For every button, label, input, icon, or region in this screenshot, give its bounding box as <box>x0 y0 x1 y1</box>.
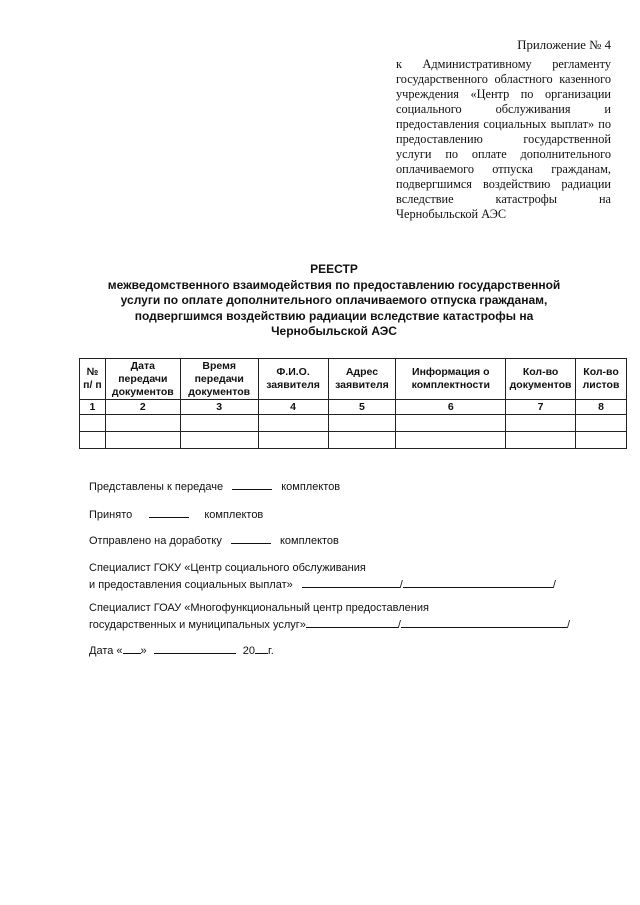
submitted-line <box>89 477 340 494</box>
date-label: Дата « <box>89 645 123 657</box>
date-quote-close: » <box>140 645 147 657</box>
accepted-suffix: комплектов <box>204 509 264 521</box>
specialist2-signature-field[interactable] <box>306 615 398 628</box>
number-cell: 5 <box>328 400 396 415</box>
header-cell-doc-count: Кол-во документов <box>506 359 576 400</box>
title-line-1: РЕЕСТР <box>310 262 358 276</box>
date-month-field[interactable] <box>154 641 236 654</box>
specialist1-org: и предоставления социальных выплат» <box>89 579 293 591</box>
specialist2-org: государственных и муниципальных услуг» <box>89 619 306 631</box>
number-cell: 6 <box>396 400 506 415</box>
table-cell[interactable] <box>258 415 328 432</box>
number-cell: 4 <box>258 400 328 415</box>
accepted-line <box>89 505 263 522</box>
header-cell-name: Ф.И.О. заявителя <box>258 359 328 400</box>
title-line-4: подвергшимся воздействию радиации вследствие катастрофы на <box>134 308 534 323</box>
specialist1-title: Специалист ГОКУ «Центр социального обслуживания <box>89 562 366 574</box>
returned-suffix: комплектов <box>279 535 339 547</box>
header-cell-sheet-count: Кол-во листов <box>576 359 627 400</box>
returned-count-field[interactable] <box>231 531 271 544</box>
specialist1-name-field[interactable] <box>403 575 553 588</box>
table-cell[interactable] <box>506 415 576 432</box>
table-cell[interactable] <box>576 432 627 449</box>
table-cell[interactable] <box>180 432 258 449</box>
date-year-suffix: г. <box>268 645 274 657</box>
submitted-suffix: комплектов <box>281 481 341 493</box>
specialist1-block: Специалист ГОКУ «Центр социального обслуживания и предоставления социальных выплат» / / <box>89 562 556 591</box>
title-line-3: услуги по оплате дополнительного оплачиваемого отпуска гражданам, <box>120 293 548 307</box>
appendix-block <box>396 38 611 222</box>
date-year-field[interactable] <box>255 641 268 654</box>
number-cell: 3 <box>180 400 258 415</box>
table-cell[interactable] <box>105 415 180 432</box>
specialist1-signature-field[interactable] <box>302 575 400 588</box>
number-cell: 8 <box>576 400 627 415</box>
specialist2-name-field[interactable] <box>401 615 567 628</box>
table-cell[interactable] <box>506 432 576 449</box>
header-cell-date: Дата передачи документов <box>105 359 180 400</box>
registry-table <box>79 358 627 449</box>
accepted-label: Принято <box>89 509 133 521</box>
table-number-row <box>80 400 627 415</box>
returned-line <box>89 531 339 548</box>
table-cell[interactable] <box>180 415 258 432</box>
date-year-prefix: 20 <box>242 645 256 657</box>
header-cell-address: Адрес заявителя <box>328 359 396 400</box>
table-cell[interactable] <box>80 415 106 432</box>
returned-label: Отправлено на доработку <box>89 535 222 547</box>
appendix-text: к Административному регламенту государственного областного казенного учреждения «Центр по организации социального обслуживания и предоставления социальных выплат» по предоставлению государственной услуги по оплате дополнительного оплачиваемого отпуска гражданам, подвергшимся воздействию радиации вследствие катастрофы на Чернобыльской АЭС <box>396 57 611 221</box>
title-line-2: межведомственного взаимодействия по предоставлению государственной <box>107 277 561 292</box>
table-cell[interactable] <box>258 432 328 449</box>
submitted-count-field[interactable] <box>232 477 272 490</box>
date-line <box>89 641 274 658</box>
table-cell[interactable] <box>328 432 396 449</box>
registry-title <box>86 262 582 340</box>
table-row <box>80 432 627 449</box>
table-cell[interactable] <box>328 415 396 432</box>
appendix-header: Приложение № 4 <box>517 38 611 52</box>
table-cell[interactable] <box>396 432 506 449</box>
number-cell: 2 <box>105 400 180 415</box>
submitted-label: Представлены к передаче <box>89 481 224 493</box>
title-line-5: Чернобыльской АЭС <box>271 324 397 338</box>
header-cell-time: Время передачи документов <box>180 359 258 400</box>
number-cell: 7 <box>506 400 576 415</box>
table-cell[interactable] <box>105 432 180 449</box>
specialist2-title: Специалист ГОАУ «Многофункциональный центр предоставления <box>89 602 429 614</box>
table-cell[interactable] <box>80 432 106 449</box>
number-cell: 1 <box>80 400 106 415</box>
header-cell-info: Информация о комплектности <box>396 359 506 400</box>
table-cell[interactable] <box>576 415 627 432</box>
table-cell[interactable] <box>396 415 506 432</box>
accepted-count-field[interactable] <box>149 505 189 518</box>
table-row <box>80 415 627 432</box>
table-header-row <box>80 359 627 400</box>
header-cell-number: № п/ п <box>80 359 106 400</box>
date-day-field[interactable] <box>123 641 141 654</box>
specialist2-block: Специалист ГОАУ «Многофункциональный центр предоставления государственных и муниципальных услуг» / / <box>89 602 571 631</box>
